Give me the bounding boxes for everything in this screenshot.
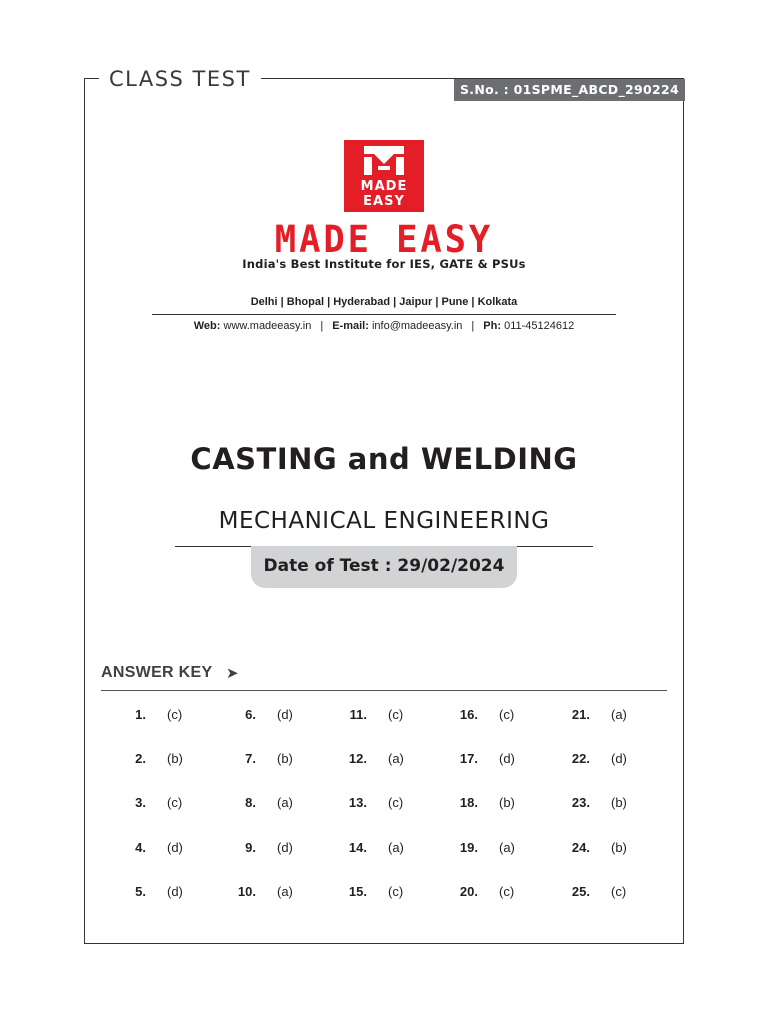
question-number: 10. <box>237 884 256 899</box>
answer-item <box>112 884 183 899</box>
answer-item <box>112 751 183 766</box>
answer-item <box>444 707 514 722</box>
answer-option: (d) <box>277 840 293 855</box>
answer-option: (b) <box>167 751 183 766</box>
answer-item <box>556 795 627 810</box>
answer-option: (d) <box>167 840 183 855</box>
question-number: 22. <box>571 751 590 766</box>
answer-option: (c) <box>499 707 515 722</box>
answer-item <box>556 751 627 766</box>
serial-number-badge: S.No. : 01SPME_ABCD_290224 <box>454 79 685 101</box>
answer-option: (c) <box>499 884 515 899</box>
answer-option: (d) <box>277 707 293 722</box>
web-label: Web: <box>193 320 221 332</box>
answer-item <box>556 840 627 855</box>
question-number: 12. <box>348 751 367 766</box>
answer-item <box>444 840 515 855</box>
answer-option: (b) <box>277 751 293 766</box>
phone-label: Ph: <box>483 320 502 332</box>
answer-option: (c) <box>388 884 404 899</box>
email-link[interactable]: info@madeeasy.in <box>371 320 463 332</box>
brand-tagline: India's Best Institute for IES, GATE & PSUs <box>242 257 526 271</box>
answer-item <box>222 840 293 855</box>
answer-option: (b) <box>611 840 627 855</box>
question-number: 13. <box>348 795 367 810</box>
question-number: 8. <box>245 795 256 810</box>
divider <box>152 314 616 315</box>
question-number: 21. <box>571 707 590 722</box>
logo-text-made: MADE <box>360 179 408 194</box>
answer-option: (a) <box>277 795 293 810</box>
made-easy-logo <box>344 140 424 212</box>
question-number: 23. <box>571 795 590 810</box>
answer-item <box>333 884 403 899</box>
question-number: 6. <box>245 707 256 722</box>
question-number: 24. <box>571 840 590 855</box>
email-label: E-mail: <box>332 320 369 332</box>
question-number: 15. <box>348 884 367 899</box>
question-number: 17. <box>459 751 478 766</box>
answer-item <box>444 751 515 766</box>
brand-name: MADE EASY <box>274 218 494 261</box>
answer-item <box>444 884 514 899</box>
answer-item <box>222 751 293 766</box>
answer-option: (a) <box>277 884 293 899</box>
question-number: 5. <box>135 884 146 899</box>
subject-name: MECHANICAL ENGINEERING <box>218 508 550 534</box>
question-number: 19. <box>459 840 478 855</box>
answer-key-heading: ANSWER KEY <box>101 664 213 681</box>
divider <box>101 690 667 691</box>
question-number: 18. <box>459 795 478 810</box>
answer-option: (b) <box>611 795 627 810</box>
phone-number: 011-45124612 <box>504 320 575 332</box>
question-number: 2. <box>135 751 146 766</box>
question-number: 1. <box>135 707 146 722</box>
answer-option: (a) <box>499 840 515 855</box>
answer-option: (d) <box>167 884 183 899</box>
answer-option: (c) <box>388 795 404 810</box>
class-test-label: CLASS TEST <box>99 64 261 94</box>
answer-item <box>333 707 403 722</box>
answer-item <box>333 751 404 766</box>
answer-option: (c) <box>167 707 183 722</box>
answer-option: (d) <box>611 751 627 766</box>
contact-line <box>150 320 618 332</box>
answer-option: (c) <box>388 707 404 722</box>
question-number: 16. <box>459 707 478 722</box>
answer-option: (c) <box>611 884 627 899</box>
question-number: 11. <box>349 707 367 722</box>
arrow-right-icon: ➤ <box>226 664 239 682</box>
answer-option: (b) <box>499 795 515 810</box>
answer-option: (c) <box>167 795 183 810</box>
separator: | <box>320 320 324 332</box>
logo-text-easy: EASY <box>363 194 405 209</box>
test-title: CASTING and WELDING <box>190 442 578 476</box>
answer-item <box>444 795 515 810</box>
answer-item <box>222 795 293 810</box>
separator: | <box>471 320 475 332</box>
question-number: 9. <box>245 840 256 855</box>
question-number: 4. <box>135 840 146 855</box>
logo-m-glyph-icon <box>344 140 424 212</box>
answer-item <box>112 795 182 810</box>
test-date: Date of Test : 29/02/2024 <box>251 546 517 588</box>
answer-item <box>556 707 627 722</box>
answer-option: (d) <box>499 751 515 766</box>
question-number: 7. <box>245 751 256 766</box>
answer-option: (a) <box>388 840 404 855</box>
question-number: 25. <box>571 884 590 899</box>
city-list: Delhi | Bhopal | Hyderabad | Jaipur | Pune | Kolkata <box>250 296 518 308</box>
answer-item <box>222 884 293 899</box>
answer-item <box>333 840 404 855</box>
answer-item <box>556 884 626 899</box>
question-number: 20. <box>459 884 478 899</box>
answer-item <box>222 707 293 722</box>
answer-option: (a) <box>388 751 404 766</box>
answer-option: (a) <box>611 707 627 722</box>
web-link[interactable]: www.madeeasy.in <box>223 320 312 332</box>
question-number: 3. <box>135 795 146 810</box>
answer-item <box>333 795 403 810</box>
answer-item <box>112 840 183 855</box>
answer-item <box>112 707 182 722</box>
question-number: 14. <box>348 840 367 855</box>
